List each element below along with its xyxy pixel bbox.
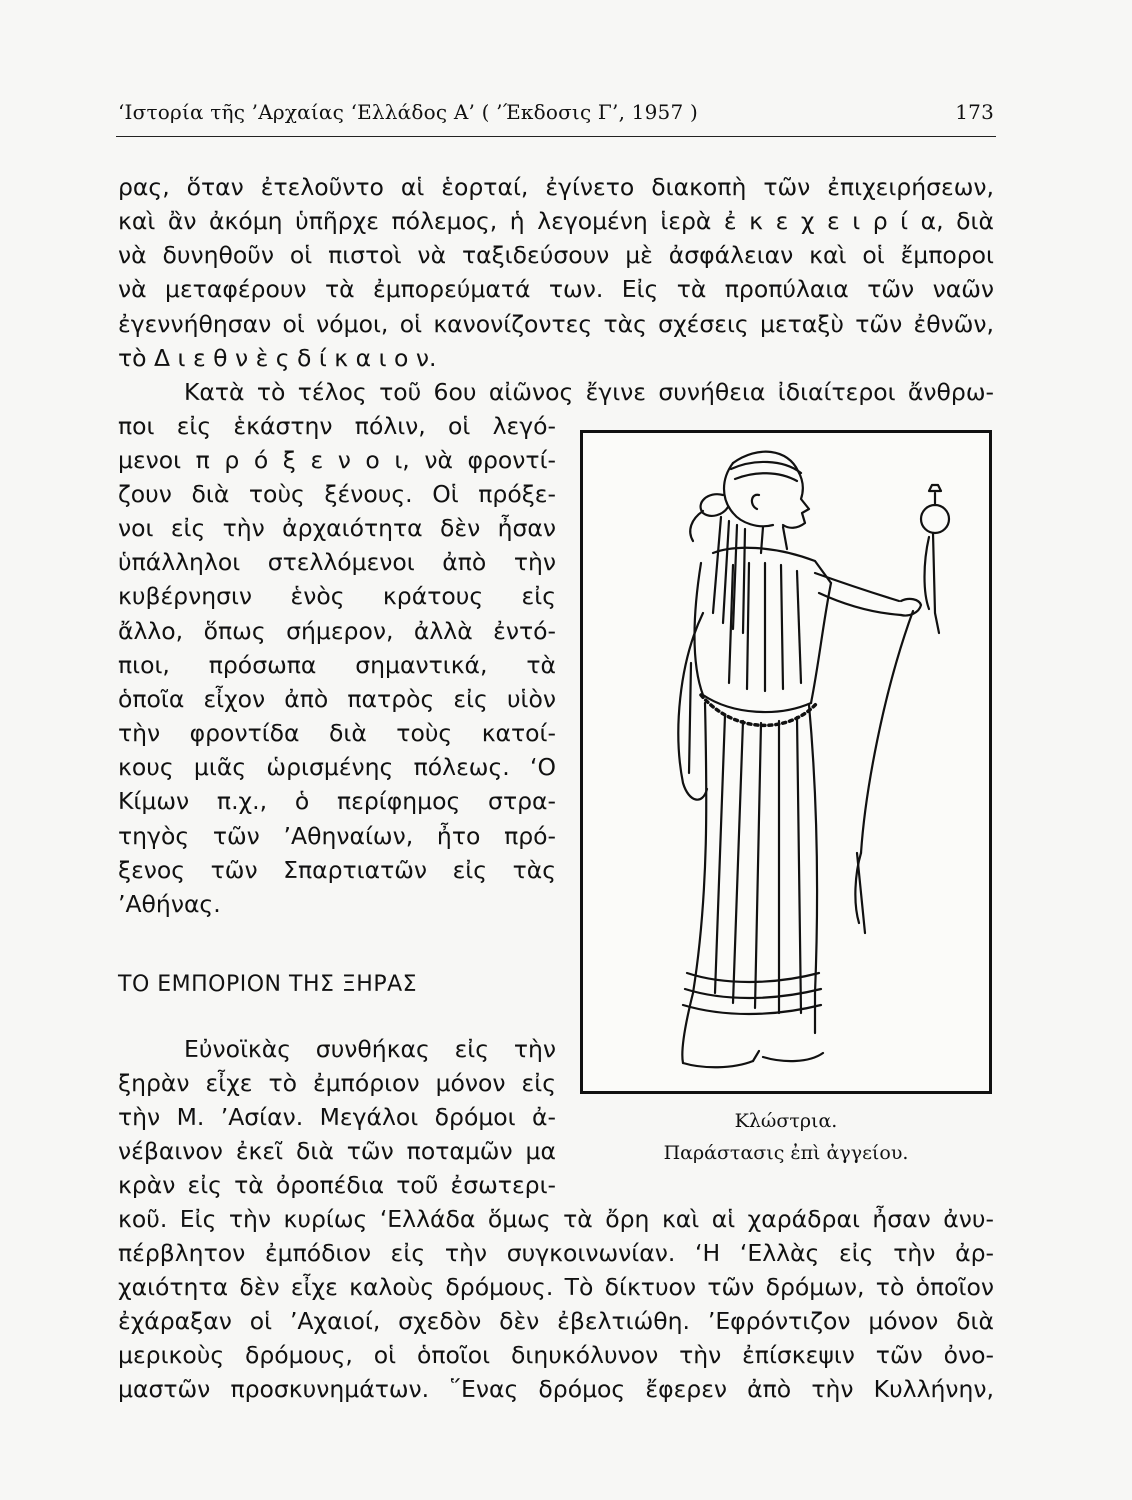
text-line: κους μιᾶς ὡρισμένης πόλεως. ‘Ο — [118, 753, 556, 781]
section-heading: ΤΟ ΕΜΠΟΡΙΟΝ ΤΗΣ ΞΗΡΑΣ — [118, 972, 418, 997]
text-line: μαστῶν προσκυνημάτων. ῞Ενας δρόμος ἔφερεν ἀπὸ τὴν Κυλλήνην, — [118, 1375, 994, 1403]
text-line: κρὰν εἰς τὰ ὀροπέδια τοῦ ἐσωτερι- — [118, 1171, 556, 1199]
text-line: Κατὰ τὸ τέλος τοῦ 6ου αἰῶνος ἔγινε συνήθεια ἰδιαίτεροι ἄνθρω- — [184, 378, 994, 406]
text-line: ποι εἰς ἑκάστην πόλιν, οἱ λεγό- — [118, 412, 556, 440]
text-line: πέρβλητον ἐμπόδιον εἰς τὴν συγκοινωνίαν. ‘Η ‘Ελλὰς εἰς τὴν ἀρ- — [118, 1239, 994, 1267]
text-line: ξηρὰν εἶχε τὸ ἐμπόριον μόνον εἰς — [118, 1069, 556, 1097]
text-line: ἄλλο, ὅπως σήμερον, ἀλλὰ ἐντό- — [118, 617, 556, 645]
running-head — [118, 100, 994, 124]
figure-frame — [580, 430, 992, 1094]
text-line: ὁποῖα εἶχον ἀπὸ πατρὸς εἰς υἱὸν — [118, 685, 556, 713]
text-line: ζουν διὰ τοὺς ξένους. Οἱ πρόξε- — [118, 480, 556, 508]
page-number: 173 — [955, 100, 994, 124]
text-line: Κίμων π.χ., ὁ περίφημος στρα- — [118, 787, 556, 815]
text-line: κυβέρνησιν ἑνὸς κράτους εἰς — [118, 582, 556, 610]
spinner-woman-icon — [583, 433, 989, 1091]
text-line: ὑπάλληλοι στελλόμενοι ἀπὸ τὴν — [118, 548, 556, 576]
text-line: Εὐνοϊκὰς συνθήκας εἰς τὴν — [184, 1035, 556, 1063]
text-line: ρας, ὅταν ἐτελοῦντο αἱ ἑορταί, ἐγίνετο διακοπὴ τῶν ἐπιχειρήσεων, — [118, 173, 994, 201]
text-line: νὰ μεταφέρουν τὰ ἐμπορεύματά των. Εἰς τὰ προπύλαια τῶν ναῶν — [118, 275, 994, 303]
text-line: ξενος τῶν Σπαρτιατῶν εἰς τὰς — [118, 856, 556, 884]
text-line: νέβαινον ἐκεῖ διὰ τῶν ποταμῶν μα — [118, 1137, 556, 1165]
running-title: ‘Ιστορία τῆς ’Αρχαίας ‘Ελλάδος Α’ ( ’Έκδοσις Γ’, 1957 ) — [118, 100, 698, 124]
text-line: μενοι π ρ ό ξ ε ν ο ι, νὰ φροντί- — [118, 446, 556, 474]
text-line: κοῦ. Εἰς τὴν κυρίως ‘Ελλάδα ὅμως τὰ ὄρη καὶ αἱ χαράδραι ἦσαν ἀνυ- — [118, 1205, 994, 1233]
text-line: τὴν Μ. ’Ασίαν. Μεγάλοι δρόμοι ἀ- — [118, 1103, 556, 1131]
text-line: μερικοὺς δρόμους, οἱ ὁποῖοι διηυκόλυνον τὴν ἐπίσκεψιν τῶν ὀνο- — [118, 1341, 994, 1369]
text-line: καὶ ἂν ἀκόμη ὑπῆρχε πόλεμος, ἡ λεγομένη ἱερὰ ἐ κ ε χ ε ι ρ ί α, διὰ — [118, 207, 994, 235]
figure-caption-title: Κλώστρια. — [734, 1110, 838, 1132]
text-line: χαιότητα δὲν εἶχε καλοὺς δρόμους. Τὸ δίκτυον τῶν δρόμων, τὸ ὁποῖον — [118, 1273, 994, 1301]
header-rule — [116, 136, 996, 137]
text-line: τὴν φροντίδα διὰ τοὺς κατοί- — [118, 719, 556, 747]
text-line: ἐχάραξαν οἱ ’Αχαιοί, σχεδὸν δὲν ἐβελτιώθη. ’Εφρόντιζον μόνον διὰ — [118, 1307, 994, 1335]
text-line: ’Αθήνας. — [118, 890, 221, 918]
text-line: ἐγεννήθησαν οἱ νόμοι, οἱ κανονίζοντες τὰς σχέσεις μεταξὺ τῶν ἐθνῶν, — [118, 310, 994, 338]
text-line: τὸ Δ ι ε θ ν ὲ ς δ ί κ α ι ο ν. — [118, 344, 437, 372]
figure-caption-text: Παράστασις ἐπὶ ἀγγείου. — [663, 1142, 909, 1164]
text-line: νὰ δυνηθοῦν οἱ πιστοὶ νὰ ταξιδεύσουν μὲ ἀσφάλειαν καὶ οἱ ἔμποροι — [118, 241, 994, 269]
text-line: τηγὸς τῶν ’Αθηναίων, ἦτο πρό- — [118, 822, 556, 850]
text-line: νοι εἰς τὴν ἀρχαιότητα δὲν ἦσαν — [118, 514, 556, 542]
text-line: πιοι, πρόσωπα σημαντικά, τὰ — [118, 651, 556, 679]
